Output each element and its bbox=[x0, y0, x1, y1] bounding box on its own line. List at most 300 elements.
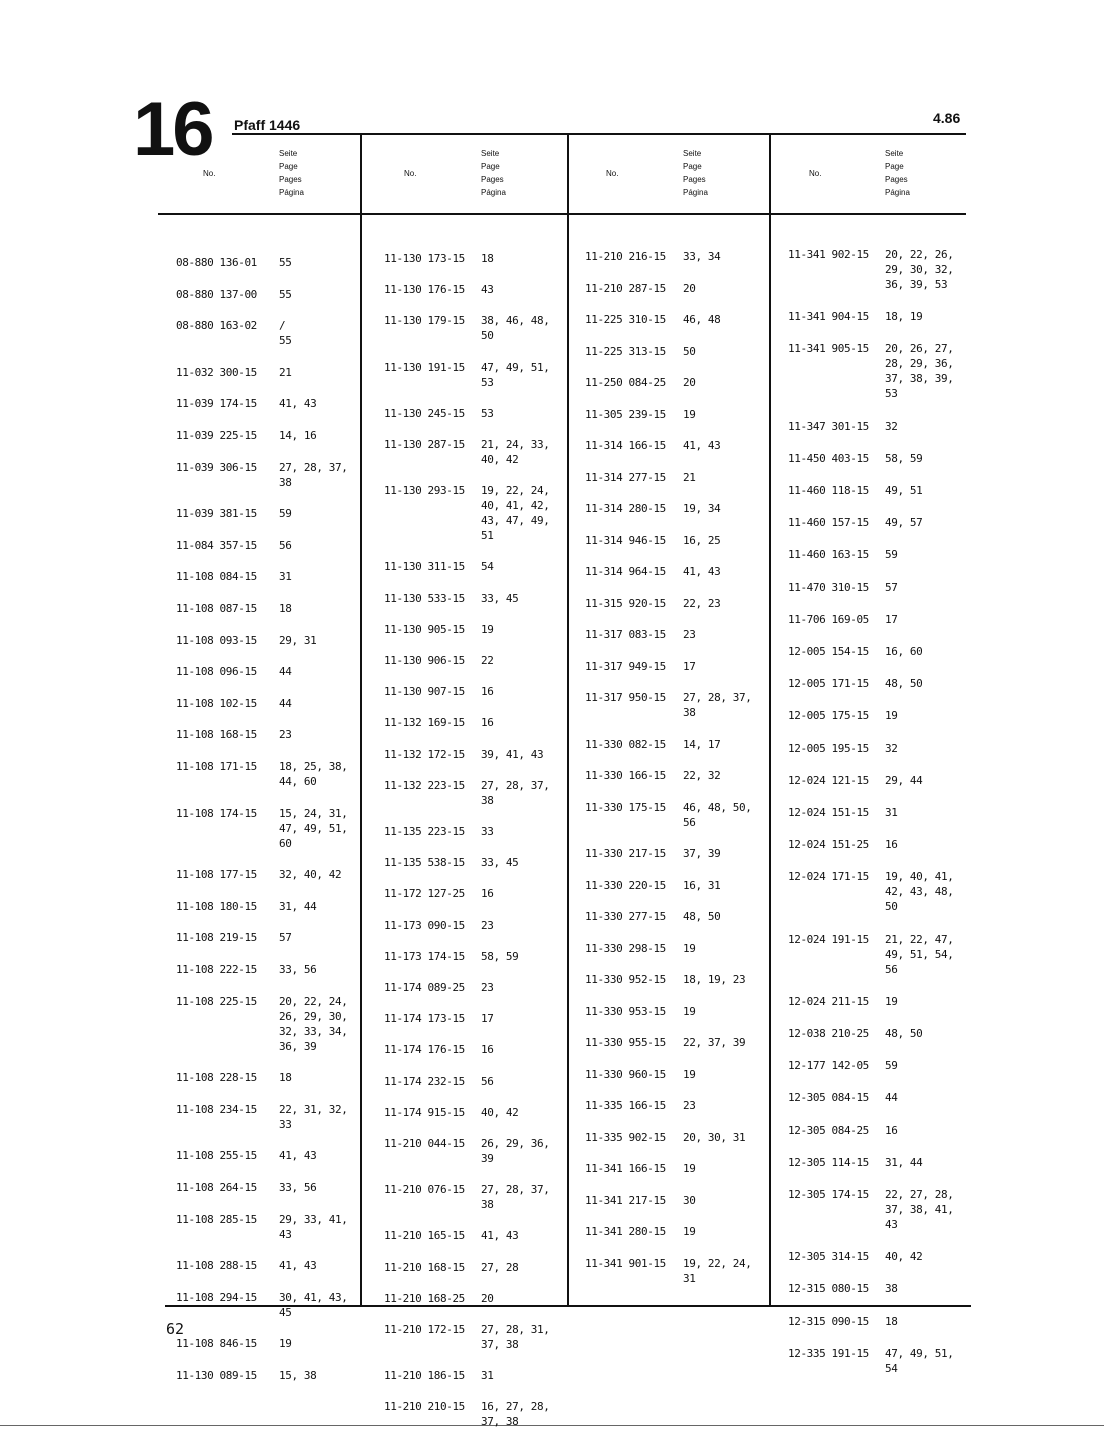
page-references: 23 bbox=[481, 981, 494, 994]
index-entry bbox=[176, 318, 291, 348]
part-number: 12-005 175-15 bbox=[788, 709, 869, 723]
index-entry bbox=[788, 1187, 953, 1232]
part-number: 12-024 191-15 bbox=[788, 932, 869, 946]
index-entry bbox=[384, 313, 549, 343]
part-number: 11-330 298-15 bbox=[585, 941, 666, 955]
page-references: 22, 31, 32, 33 bbox=[279, 1102, 348, 1131]
page-references: 22, 27, 28, 37, 38, 41, 43 bbox=[885, 1188, 954, 1231]
page-references: 18, 19 bbox=[885, 310, 923, 324]
page-references: 20 bbox=[683, 281, 696, 295]
index-entry bbox=[384, 653, 493, 668]
index-entry bbox=[384, 1136, 549, 1166]
page-references: 41, 43 bbox=[683, 565, 721, 578]
part-number: 11-341 905-15 bbox=[788, 342, 869, 356]
index-entry bbox=[585, 800, 751, 830]
page-references: 55 bbox=[279, 287, 292, 301]
page-references: 16 bbox=[885, 838, 898, 852]
index-entry bbox=[384, 360, 549, 390]
part-number: 11-084 357-15 bbox=[176, 538, 257, 552]
page-references: 43 bbox=[481, 283, 494, 297]
document-title: Pfaff 1446 bbox=[234, 117, 301, 133]
index-entry bbox=[585, 1256, 751, 1286]
index-entry bbox=[384, 715, 493, 730]
index-entry bbox=[585, 1067, 695, 1082]
part-number: 11-706 169-05 bbox=[788, 612, 869, 626]
page-references: 27, 28 bbox=[481, 1260, 519, 1274]
page-references: 16 bbox=[481, 887, 494, 901]
part-number: 12-305 084-25 bbox=[788, 1123, 869, 1137]
part-number: 11-210 216-15 bbox=[585, 250, 666, 263]
part-number: 12-305 114-15 bbox=[788, 1155, 869, 1169]
index-entry bbox=[788, 1281, 897, 1296]
index-entry bbox=[384, 282, 493, 297]
page-references: 18 bbox=[279, 1071, 292, 1085]
part-number: 11-225 313-15 bbox=[585, 344, 666, 358]
column-header-pages-label: Seite bbox=[683, 149, 702, 158]
index-entry bbox=[384, 437, 549, 467]
page-references: 38, 46, 48, 50 bbox=[481, 314, 550, 343]
part-number: 12-024 151-25 bbox=[788, 838, 869, 852]
page-references: 54 bbox=[481, 560, 494, 574]
part-number: 11-330 217-15 bbox=[585, 847, 666, 860]
part-number: 11-032 300-15 bbox=[176, 365, 257, 379]
part-number: 12-305 174-15 bbox=[788, 1188, 869, 1201]
part-number: 11-130 245-15 bbox=[384, 406, 465, 420]
part-number: 12-315 090-15 bbox=[788, 1314, 869, 1328]
column-header-pages bbox=[279, 147, 304, 199]
page-references: 19 bbox=[885, 994, 898, 1008]
column-header-pages-label: Page bbox=[279, 162, 298, 171]
page-references: 44 bbox=[279, 696, 292, 710]
index-entry bbox=[384, 684, 493, 699]
page-references: 19 bbox=[885, 709, 898, 723]
page-references: 31, 44 bbox=[279, 899, 317, 913]
part-number: 11-210 210-15 bbox=[384, 1400, 465, 1414]
index-entry bbox=[176, 867, 341, 882]
part-number: 11-039 306-15 bbox=[176, 460, 257, 474]
part-number: 12-005 154-15 bbox=[788, 645, 869, 658]
page-references: 29, 33, 41, 43 bbox=[279, 1212, 348, 1241]
part-number: 11-314 166-15 bbox=[585, 439, 666, 452]
part-number: 11-210 287-15 bbox=[585, 281, 666, 295]
page-references: 33, 56 bbox=[279, 1181, 317, 1194]
column-header-pages-label: Pages bbox=[481, 175, 504, 184]
part-number: 12-024 211-15 bbox=[788, 994, 869, 1008]
part-number: 11-130 293-15 bbox=[384, 484, 465, 498]
page-references: 55 bbox=[279, 256, 292, 269]
page-references: 40, 42 bbox=[885, 1250, 923, 1264]
page-references: 31 bbox=[885, 806, 898, 819]
index-entry bbox=[788, 805, 897, 820]
page-references: 19, 22, 24, 40, 41, 42, 43, 47, 49, 51 bbox=[481, 484, 550, 543]
page-number: 62 bbox=[166, 1320, 185, 1338]
page-references: 37, 39 bbox=[683, 847, 721, 860]
part-number: 11-330 175-15 bbox=[585, 800, 666, 814]
page-references: 19 bbox=[683, 1225, 696, 1238]
part-number: 12-335 191-15 bbox=[788, 1346, 869, 1360]
index-entry bbox=[384, 1322, 549, 1352]
part-number: 11-210 076-15 bbox=[384, 1183, 465, 1197]
page-references: 18, 25, 38, 44, 60 bbox=[279, 760, 348, 788]
part-number: 11-470 310-15 bbox=[788, 580, 869, 594]
index-entry bbox=[176, 1212, 347, 1242]
part-number: 12-038 210-25 bbox=[788, 1027, 869, 1040]
page-references: 48, 50 bbox=[683, 910, 721, 923]
page-references: 30, 41, 43, 45 bbox=[279, 1290, 348, 1319]
part-number: 11-314 964-15 bbox=[585, 565, 666, 578]
part-number: 11-330 277-15 bbox=[585, 910, 666, 923]
index-entry bbox=[788, 515, 922, 530]
page-references: 16 bbox=[481, 685, 494, 699]
page-references: 23 bbox=[279, 728, 292, 742]
page-references: 41, 43 bbox=[279, 397, 317, 411]
part-number: 12-024 121-15 bbox=[788, 773, 869, 787]
column-header-no: No. bbox=[404, 169, 417, 178]
part-number: 11-135 538-15 bbox=[384, 856, 465, 870]
part-number: 11-314 946-15 bbox=[585, 533, 666, 547]
page-references: 44 bbox=[885, 1091, 898, 1105]
index-entry bbox=[585, 627, 695, 642]
index-entry bbox=[176, 962, 316, 977]
index-entry bbox=[176, 287, 291, 302]
index-entry bbox=[176, 1258, 316, 1273]
page-references: 59 bbox=[885, 548, 898, 562]
index-entry bbox=[788, 1026, 922, 1041]
part-number: 11-460 163-15 bbox=[788, 548, 869, 562]
part-number: 11-225 310-15 bbox=[585, 313, 666, 326]
part-number: 11-450 403-15 bbox=[788, 451, 869, 465]
page-references: 41, 43 bbox=[481, 1229, 519, 1243]
index-entry bbox=[585, 533, 720, 548]
part-number: 12-005 171-15 bbox=[788, 677, 869, 691]
page-references: 57 bbox=[279, 931, 292, 945]
page-references: 39, 41, 43 bbox=[481, 747, 544, 761]
page-references: 19 bbox=[683, 1162, 696, 1175]
index-entry bbox=[788, 547, 897, 562]
page-references: 30 bbox=[683, 1193, 696, 1207]
page-references: 19 bbox=[683, 941, 696, 955]
column-divider-1 bbox=[360, 133, 362, 1305]
index-entry bbox=[788, 1058, 897, 1073]
part-number: 11-341 166-15 bbox=[585, 1162, 666, 1175]
index-entry bbox=[585, 1004, 695, 1019]
column-header-no: No. bbox=[606, 169, 619, 178]
page-references: 29, 44 bbox=[885, 773, 923, 787]
page-references: 56 bbox=[481, 1074, 494, 1088]
page-references: 16 bbox=[885, 1123, 898, 1137]
document-date: 4.86 bbox=[933, 110, 961, 126]
page-references: 40, 42 bbox=[481, 1105, 519, 1119]
page-references: 20, 30, 31 bbox=[683, 1130, 746, 1144]
part-number: 11-341 901-15 bbox=[585, 1256, 666, 1270]
index-entry bbox=[788, 1090, 897, 1105]
index-entry bbox=[384, 1011, 493, 1026]
part-number: 11-314 277-15 bbox=[585, 470, 666, 484]
part-number: 11-330 953-15 bbox=[585, 1004, 666, 1018]
part-number: 11-132 172-15 bbox=[384, 747, 465, 761]
column-header-no: No. bbox=[203, 169, 216, 178]
part-number: 11-108 846-15 bbox=[176, 1337, 257, 1351]
page-references: 23 bbox=[481, 918, 494, 932]
index-entry bbox=[384, 1182, 549, 1212]
index-entry bbox=[585, 281, 695, 296]
page-references: 27, 28, 37, 38 bbox=[481, 1183, 550, 1212]
part-number: 11-108 102-15 bbox=[176, 696, 257, 710]
part-number: 11-108 180-15 bbox=[176, 899, 257, 913]
part-number: 11-108 174-15 bbox=[176, 806, 257, 820]
page-references: 20, 26, 27, 28, 29, 36, 37, 38, 39, 53 bbox=[885, 342, 954, 401]
page-references: 19 bbox=[683, 1004, 696, 1018]
part-number: 11-108 285-15 bbox=[176, 1212, 257, 1226]
part-number: 11-130 179-15 bbox=[384, 314, 465, 328]
index-entry bbox=[176, 899, 316, 914]
part-number: 11-108 093-15 bbox=[176, 633, 257, 647]
page-references: 18 bbox=[885, 1314, 898, 1328]
index-entry bbox=[384, 1074, 493, 1089]
page-references: 22 bbox=[481, 654, 494, 667]
part-number: 11-173 174-15 bbox=[384, 949, 465, 963]
page-references: 53 bbox=[481, 406, 494, 420]
page-references: 16 bbox=[481, 716, 494, 730]
index-entry bbox=[585, 690, 751, 720]
index-entry bbox=[788, 247, 953, 292]
index-entry bbox=[788, 994, 897, 1009]
part-number: 11-210 186-15 bbox=[384, 1369, 465, 1383]
index-entry bbox=[788, 612, 897, 627]
page-references: / 55 bbox=[279, 319, 292, 348]
index-entry bbox=[788, 1155, 922, 1170]
index-entry bbox=[176, 506, 291, 521]
column-header-pages bbox=[885, 147, 910, 199]
index-entry bbox=[176, 1180, 316, 1195]
part-number: 11-330 220-15 bbox=[585, 878, 666, 892]
index-entry bbox=[176, 569, 291, 584]
part-number: 11-314 280-15 bbox=[585, 502, 666, 515]
index-entry bbox=[176, 930, 291, 945]
page-references: 21 bbox=[683, 470, 696, 484]
index-entry bbox=[788, 580, 897, 595]
index-entry bbox=[585, 312, 720, 327]
page-references: 19 bbox=[279, 1337, 292, 1351]
part-number: 11-108 222-15 bbox=[176, 963, 257, 976]
part-number: 11-130 173-15 bbox=[384, 252, 465, 265]
page-references: 41, 43 bbox=[683, 439, 721, 452]
part-number: 11-210 044-15 bbox=[384, 1137, 465, 1150]
column-header-pages-label: Seite bbox=[481, 149, 500, 158]
index-entry bbox=[176, 1070, 291, 1085]
page-references: 20, 22, 24, 26, 29, 30, 32, 33, 34, 36, 39 bbox=[279, 994, 348, 1053]
part-number: 11-347 301-15 bbox=[788, 419, 869, 433]
page-references: 18, 19, 23 bbox=[683, 973, 746, 986]
page-references: 22, 32 bbox=[683, 769, 721, 782]
page-references: 59 bbox=[885, 1059, 898, 1073]
index-entry bbox=[384, 591, 518, 606]
index-entry bbox=[176, 1368, 316, 1383]
index-entry bbox=[384, 949, 518, 964]
index-entry bbox=[176, 460, 347, 490]
part-number: 11-108 255-15 bbox=[176, 1149, 257, 1163]
column-header-pages-label: Página bbox=[279, 188, 304, 197]
index-entry bbox=[176, 428, 316, 443]
column-header-pages bbox=[481, 147, 506, 199]
page-references: 19 bbox=[683, 407, 696, 421]
part-number: 12-024 151-15 bbox=[788, 806, 869, 819]
column-header-pages-label: Seite bbox=[279, 149, 298, 158]
page-references: 16, 27, 28, 37, 38 bbox=[481, 1400, 550, 1429]
index-entry bbox=[788, 341, 953, 401]
index-entry bbox=[788, 419, 897, 434]
page-references: 48, 50 bbox=[885, 1027, 923, 1040]
page-references: 19, 40, 41, 42, 43, 48, 50 bbox=[885, 870, 954, 914]
page-references: 15, 24, 31, 47, 49, 51, 60 bbox=[279, 806, 348, 850]
index-entry bbox=[788, 708, 897, 723]
page-references: 20, 22, 26, 29, 30, 32, 36, 39, 53 bbox=[885, 248, 954, 291]
index-entry bbox=[585, 768, 720, 783]
column-header-pages-label: Page bbox=[481, 162, 500, 171]
part-number: 11-335 166-15 bbox=[585, 1099, 666, 1112]
part-number: 11-108 177-15 bbox=[176, 868, 257, 882]
part-number: 11-460 118-15 bbox=[788, 484, 869, 497]
page-references: 19 bbox=[683, 1067, 696, 1081]
part-number: 11-330 955-15 bbox=[585, 1036, 666, 1049]
part-number: 12-024 171-15 bbox=[788, 870, 869, 884]
index-entry bbox=[384, 251, 493, 266]
part-number: 11-315 920-15 bbox=[585, 596, 666, 610]
page-references: 27, 28, 37, 38 bbox=[481, 778, 550, 807]
index-entry bbox=[384, 855, 518, 870]
part-number: 11-210 172-15 bbox=[384, 1323, 465, 1336]
page-references: 19, 22, 24, 31 bbox=[683, 1256, 752, 1285]
page-references: 46, 48, 50, 56 bbox=[683, 800, 752, 829]
index-entry bbox=[176, 538, 291, 553]
page-references: 58, 59 bbox=[885, 451, 923, 465]
part-number: 11-130 533-15 bbox=[384, 591, 465, 605]
page-references: 18 bbox=[279, 602, 292, 615]
index-entry bbox=[384, 406, 493, 421]
index-entry bbox=[384, 778, 549, 808]
column-header-pages-label: Pages bbox=[885, 175, 908, 184]
index-entry bbox=[384, 1105, 518, 1120]
page-references: 26, 29, 36, 39 bbox=[481, 1137, 550, 1165]
page-references: 18 bbox=[481, 252, 494, 265]
index-entry bbox=[384, 1042, 493, 1057]
page-references: 31, 44 bbox=[885, 1155, 923, 1169]
part-number: 08-880 163-02 bbox=[176, 319, 257, 333]
index-entry bbox=[585, 407, 695, 422]
part-number: 11-174 232-15 bbox=[384, 1074, 465, 1088]
header-rule bbox=[232, 133, 966, 135]
page-references: 33, 34 bbox=[683, 250, 721, 263]
index-entry bbox=[585, 375, 695, 390]
index-entry bbox=[585, 846, 720, 861]
index-entry bbox=[788, 837, 897, 852]
index-entry bbox=[176, 255, 291, 270]
part-number: 11-250 084-25 bbox=[585, 376, 666, 389]
index-entry bbox=[788, 1123, 897, 1138]
page-references: 33, 45 bbox=[481, 591, 519, 605]
page-references: 14, 17 bbox=[683, 737, 721, 751]
part-number: 11-172 127-25 bbox=[384, 887, 465, 901]
page-references: 23 bbox=[683, 628, 696, 641]
page-references: 32 bbox=[885, 419, 898, 433]
index-entry bbox=[788, 741, 897, 756]
page-references: 29, 31 bbox=[279, 633, 317, 647]
part-number: 11-039 225-15 bbox=[176, 429, 257, 442]
page-references: 31 bbox=[481, 1369, 494, 1383]
index-entry bbox=[176, 1290, 347, 1320]
page-references: 22, 37, 39 bbox=[683, 1036, 746, 1049]
index-entry bbox=[585, 1098, 695, 1113]
part-number: 11-317 083-15 bbox=[585, 628, 666, 641]
page-references: 33, 45 bbox=[481, 856, 519, 870]
part-number: 12-005 195-15 bbox=[788, 741, 869, 755]
part-number: 12-177 142-05 bbox=[788, 1059, 869, 1073]
page-references: 31 bbox=[279, 570, 292, 584]
index-entry bbox=[176, 664, 291, 679]
part-number: 12-305 084-15 bbox=[788, 1091, 869, 1105]
part-number: 12-315 080-15 bbox=[788, 1282, 869, 1296]
column-divider-3 bbox=[769, 133, 771, 1305]
index-entry bbox=[585, 1193, 695, 1208]
page-references: 20 bbox=[481, 1291, 494, 1305]
index-entry bbox=[176, 727, 291, 742]
part-number: 11-108 225-15 bbox=[176, 994, 257, 1008]
index-entry bbox=[384, 1260, 518, 1275]
part-number: 11-173 090-15 bbox=[384, 918, 465, 932]
index-entry bbox=[176, 1102, 347, 1132]
index-entry bbox=[585, 438, 720, 453]
column-header-pages bbox=[683, 147, 708, 199]
page-references: 21, 22, 47, 49, 51, 54, 56 bbox=[885, 932, 954, 976]
page-references: 48, 50 bbox=[885, 677, 923, 691]
page-references: 27, 28, 37, 38 bbox=[279, 460, 348, 489]
page-references: 41, 43 bbox=[279, 1259, 317, 1273]
page-references: 23 bbox=[683, 1099, 696, 1112]
page-references: 49, 51 bbox=[885, 484, 923, 497]
index-entry bbox=[384, 824, 493, 839]
part-number: 11-341 280-15 bbox=[585, 1225, 666, 1238]
part-number: 11-108 096-15 bbox=[176, 665, 257, 679]
index-entry bbox=[585, 972, 745, 987]
part-number: 11-341 904-15 bbox=[788, 310, 869, 324]
part-number: 11-317 949-15 bbox=[585, 659, 666, 673]
index-entry bbox=[585, 1035, 745, 1050]
part-number: 11-108 288-15 bbox=[176, 1259, 257, 1273]
column-header-no: No. bbox=[809, 169, 822, 178]
page-references: 32 bbox=[885, 741, 898, 755]
index-entry bbox=[585, 909, 720, 924]
part-number: 11-174 176-15 bbox=[384, 1043, 465, 1057]
part-number: 11-130 191-15 bbox=[384, 360, 465, 374]
page-references: 21, 24, 33, 40, 42 bbox=[481, 438, 550, 466]
part-number: 11-130 311-15 bbox=[384, 560, 465, 574]
page-references: 49, 57 bbox=[885, 516, 923, 530]
index-entry bbox=[176, 633, 316, 648]
part-number: 11-135 223-15 bbox=[384, 825, 465, 838]
index-entry bbox=[585, 1130, 745, 1145]
index-entry bbox=[384, 918, 493, 933]
index-entry bbox=[585, 941, 695, 956]
part-number: 11-330 082-15 bbox=[585, 737, 666, 751]
page-references: 50 bbox=[683, 344, 696, 358]
index-entry bbox=[585, 596, 720, 611]
page-references: 33, 56 bbox=[279, 963, 317, 976]
column-header-pages-label: Página bbox=[885, 188, 910, 197]
index-entry bbox=[176, 806, 347, 851]
index-entry bbox=[788, 773, 922, 788]
page-references: 46, 48 bbox=[683, 313, 721, 326]
page-references: 17 bbox=[885, 612, 898, 626]
